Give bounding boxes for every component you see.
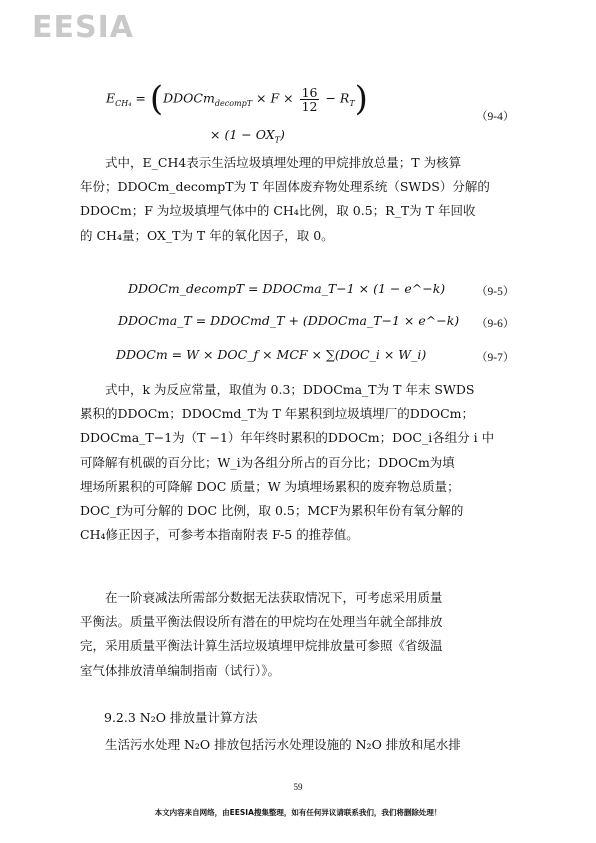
section-heading: 9.2.3 N₂O 排放量计算方法 xyxy=(104,710,258,725)
paragraph-3: 在一阶衰减法所需部分数据无法获取情况下，可考虑采用质量 平衡法。质量平衡法假设所有潜在的甲烷均在处理当年就全部排放 完，采用质量平衡法计算生活垃圾填埋甲烷排放量可参照《省级温 室气体排放清单编制指南（试行）》。 xyxy=(80,590,443,678)
equation-9-7: DDOCm = W × DOC_f × MCF × ∑(DOC_i × W_i) xyxy=(116,347,427,362)
fraction-16-12: $\frac{16}{12}$ xyxy=(301,84,318,114)
equation-number-9-5: （9-5） xyxy=(476,286,515,298)
equation-9-5: DDOCm_decompT = DDOCma_T−1 × (1 − e^−k) xyxy=(128,281,446,296)
equation-number-9-7: （9-7） xyxy=(476,352,515,364)
eesia-logo: EESIA xyxy=(32,10,134,45)
equation-number-9-6: （9-6） xyxy=(476,318,515,330)
paragraph-2: 式中，k 为反应常量，取值为 0.3；DDOCma_T为 T 年末 SWDS 累积的DDOCm；DDOCmd_T为 T 年累积到垃圾填埋厂的DDOCm； DDOCma_T−1为（T −1）年年终时累积的DDOCm；DOC_i各组分 i 中 可降解有机碳的百分比；W_i为各组分所占的百分比；DDOCm为填 埋场所累积的可降解 DOC 质量；W 为填埋场累积的废弃物总质量； DOC_f为可分解的 DOC 比例，取 0.5；MCF为累积年份有氧分解的 CH₄修正因子，可参考本指南附表 F-5 的推荐值。 xyxy=(80,382,495,543)
paragraph-1: 式中，E_CH4表示生活垃圾填埋处理的甲烷排放总量；T 为核算 年份；DDOCm_decompT为 T 年固体废弃物处理系统（SWDS）分解的 DDOCm；F 为垃圾填埋气体中的 CH₄比例，取 0.5；R_T为 T 年回收 的 CH₄量；OX_T为 T 年的氧化因子，取 0。 xyxy=(80,155,490,243)
paragraph-4: 生活污水处理 N₂O 排放包括污水处理设施的 N₂O 排放和尾水排 xyxy=(105,737,461,752)
equation-9-4-line2: × $(1 - OX_T)$ xyxy=(210,127,285,145)
equation-number-9-4: （9-4） xyxy=(476,111,515,123)
footer-disclaimer: 本文内容来自网络，由EESIA搜集整理，如有任何异议请联系我们，我们将删除处理！ xyxy=(154,808,442,817)
equation-9-6: DDOCma_T = DDOCmd_T + (DDOCma_T−1 × e^−k) xyxy=(118,313,460,328)
page-number: 59 xyxy=(293,782,303,792)
equation-9-4: $E_{CH_4}$ = (DDOCm$_{decompT}$ × F × $\frac{16}{12}$ − $R_T$) xyxy=(106,79,368,119)
